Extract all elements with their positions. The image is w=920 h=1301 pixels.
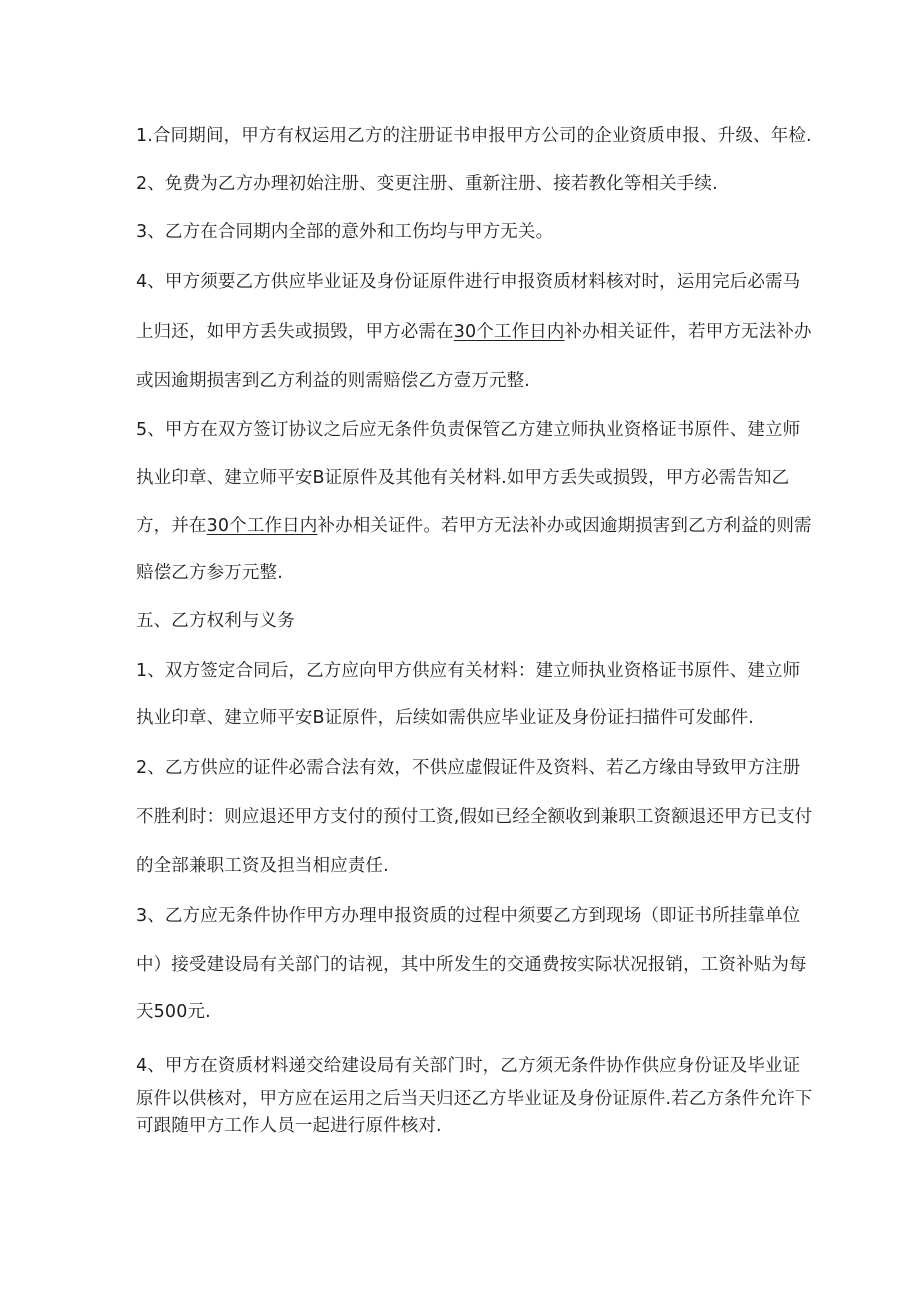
section5-item-2-line-1 xyxy=(136,756,800,780)
text: 方，并在 xyxy=(136,516,207,536)
paragraph-4-line-2 xyxy=(136,320,812,344)
paragraph-5-line-3 xyxy=(136,514,812,538)
section5-item-4-line-1 xyxy=(136,1054,800,1078)
paragraph-5-line-2 xyxy=(136,466,789,490)
text: 4、甲方在资质材料递交给建设局有关部门时，乙方须无条件协作供应身份证及毕业证 xyxy=(136,1056,801,1076)
text: 的全部兼职工资及担当相应责任. xyxy=(136,856,389,876)
text: 1.合同期间，甲方有权运用乙方的注册证书申报甲方公司的企业资质申报、升级、年检. xyxy=(136,126,812,146)
section5-item-3-line-2 xyxy=(136,953,807,977)
text: 3、乙方应无条件协作甲方办理申报资质的过程中须要乙方到现场（即证书所挂靠单位 xyxy=(136,906,801,926)
paragraph-5-line-4 xyxy=(136,561,283,585)
text: 中）接受建设局有关部门的诘视，其中所发生的交通费按实际状况报销，工资补贴为每 xyxy=(136,955,807,975)
underlined-deadline: 30个工作日内 xyxy=(206,516,318,536)
section5-item-1-line-1 xyxy=(136,659,800,683)
section5-item-3-line-3 xyxy=(136,1000,211,1024)
text: 2、乙方供应的证件必需合法有效，不供应虚假证件及资料、若乙方缘由导致甲方注册 xyxy=(136,758,801,778)
text: 执业印章、建立师平安B证原件及其他有关材料.如甲方丢失或损毁，甲方必需告知乙 xyxy=(136,468,790,488)
text: 不胜利时：则应退还甲方支付的预付工资,假如已经全额收到兼职工资额退还甲方已支付 xyxy=(136,807,813,827)
text: 2、免费为乙方办理初始注册、变更注册、重新注册、接若教化等相关手续. xyxy=(136,174,718,194)
paragraph-4-line-3 xyxy=(136,369,530,393)
text: 1、双方签定合同后，乙方应向甲方供应有关材料：建立师执业资格证书原件、建立师 xyxy=(136,661,801,681)
text: 补办相关证件，若甲方无法补办 xyxy=(564,322,812,342)
paragraph-1-line-1 xyxy=(136,124,812,148)
text: 天500元. xyxy=(136,1002,211,1022)
text: 或因逾期损害到乙方利益的则需赔偿乙方壹万元整. xyxy=(136,371,531,391)
section5-item-2-line-2 xyxy=(136,805,812,829)
paragraph-4-line-1 xyxy=(136,270,800,294)
section5-item-2-line-3 xyxy=(136,854,389,878)
text: 原件以供核对，甲方应在运用之后当天归还乙方毕业证及身份证原件.若乙方条件允许下 xyxy=(136,1089,813,1109)
text: 补办相关证件。若甲方无法补办或因逾期损害到乙方利益的则需 xyxy=(317,516,812,536)
heading-text: 五、乙方权利与义务 xyxy=(136,611,295,631)
text: 上归还，如甲方丢失或损毁，甲方必需在 xyxy=(136,322,454,342)
section-heading xyxy=(136,609,295,633)
section5-item-1-line-2 xyxy=(136,706,754,730)
text: 4、甲方须要乙方供应毕业证及身份证原件进行申报资质材料核对时，运用完后必需马 xyxy=(136,272,801,292)
underlined-deadline: 30个工作日内 xyxy=(453,322,565,342)
text: 5、甲方在双方签订协议之后应无条件负责保管乙方建立师执业资格证书原件、建立师 xyxy=(136,420,801,440)
section5-item-4-line-2 xyxy=(136,1087,812,1111)
section5-item-3-line-1 xyxy=(136,904,800,928)
paragraph-2-line-1 xyxy=(136,172,718,196)
text: 可跟随甲方工作人员一起进行原件核对. xyxy=(136,1116,442,1136)
text: 3、乙方在合同期内全部的意外和工伤均与甲方无关。 xyxy=(136,222,554,242)
paragraph-5-line-1 xyxy=(136,418,800,442)
text: 赔偿乙方参万元整. xyxy=(136,563,283,583)
section5-item-4-line-3 xyxy=(136,1114,442,1138)
paragraph-3-line-1 xyxy=(136,220,553,244)
text: 执业印章、建立师平安B证原件，后续如需供应毕业证及身份证扫描件可发邮件. xyxy=(136,708,754,728)
